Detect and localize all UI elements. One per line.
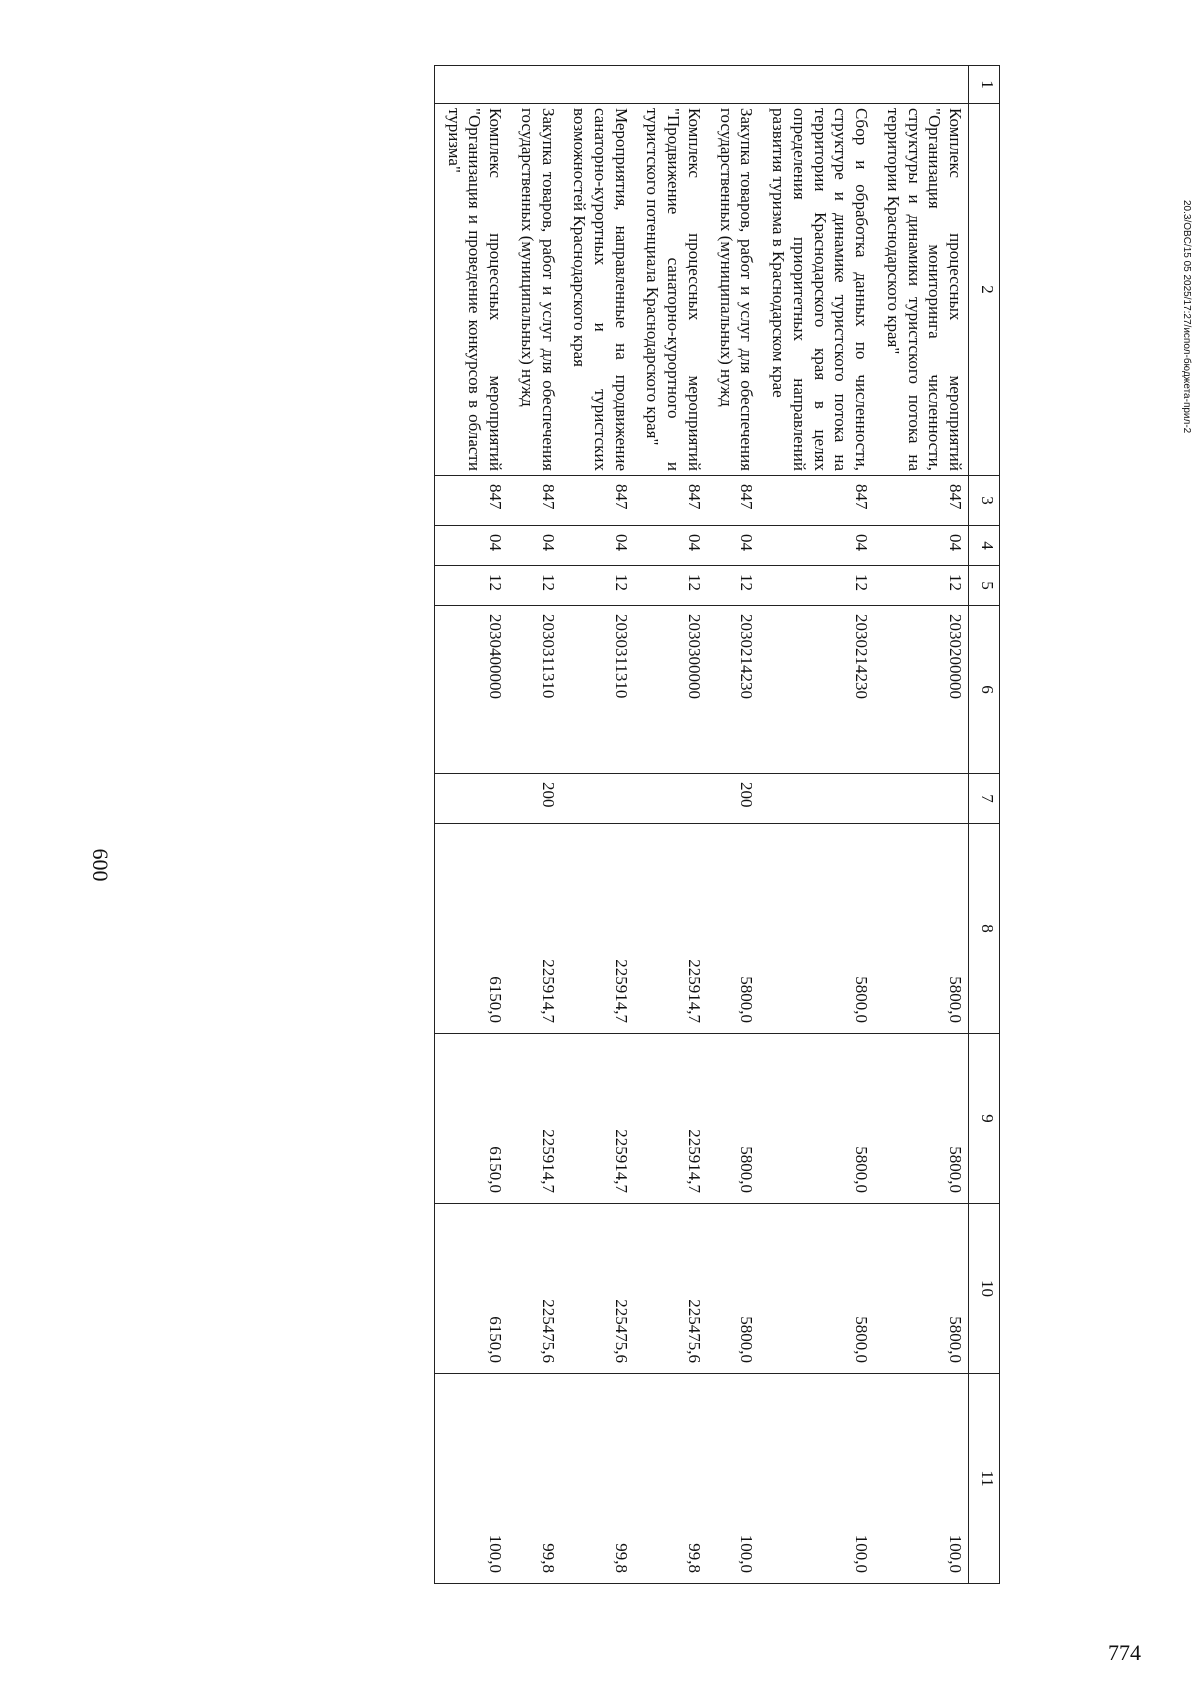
cell-expense-type — [561, 774, 634, 824]
cell-expense-type — [759, 774, 874, 824]
cell-target-article: 2030311310 — [561, 606, 634, 774]
column-header: 7 — [969, 774, 1000, 824]
cell-target-article: 2030400000 — [434, 606, 508, 774]
cell-col9: 225914,7 — [561, 1034, 634, 1204]
column-header: 1 — [969, 66, 1000, 104]
sheet-number: 774 — [1108, 1640, 1141, 1665]
cell-target-article: 2030214230 — [759, 606, 874, 774]
cell-col9: 6150,0 — [434, 1034, 508, 1204]
cell-description: Сбор и обработка данных по численности, структуре и динамике туристского потока на территории Краснодарского края в целях определения приоритетных направлений развития туризма в Краснодарском крае — [759, 104, 874, 476]
table-row — [508, 66, 560, 1584]
column-header: 3 — [969, 476, 1000, 526]
table-row — [434, 66, 508, 1584]
column-header: 9 — [969, 1034, 1000, 1204]
cell-section: 04 — [561, 526, 634, 566]
cell-section: 04 — [434, 526, 508, 566]
cell-expense-type: 200 — [508, 774, 560, 824]
header-row — [969, 66, 1000, 1584]
cell-description: Закупка товаров, работ и услуг для обеспечения государственных (муниципальных) нужд — [508, 104, 560, 476]
cell-section: 04 — [759, 526, 874, 566]
cell-expense-type — [434, 774, 508, 824]
cell-ministry-code: 847 — [874, 476, 968, 526]
cell-col10: 5800,0 — [759, 1204, 874, 1374]
rotated-table-container — [170, 65, 1000, 1583]
table-row — [874, 66, 968, 1584]
cell-col11: 100,0 — [759, 1374, 874, 1584]
column-header: 5 — [969, 566, 1000, 606]
cell-col9: 5800,0 — [707, 1034, 759, 1204]
cell-col1 — [707, 66, 759, 104]
cell-col10: 6150,0 — [434, 1204, 508, 1374]
cell-ministry-code: 847 — [634, 476, 707, 526]
table-row — [634, 66, 707, 1584]
cell-section: 04 — [634, 526, 707, 566]
cell-subsection: 12 — [707, 566, 759, 606]
cell-description: Закупка товаров, работ и услуг для обеспечения государственных (муниципальных) нужд — [707, 104, 759, 476]
table-row — [759, 66, 874, 1584]
cell-col8: 5800,0 — [707, 824, 759, 1034]
cell-col10: 225475,6 — [508, 1204, 560, 1374]
cell-subsection: 12 — [759, 566, 874, 606]
cell-col11: 100,0 — [874, 1374, 968, 1584]
cell-col9: 225914,7 — [508, 1034, 560, 1204]
cell-section: 04 — [874, 526, 968, 566]
column-header: 8 — [969, 824, 1000, 1034]
cell-description: Комплекс процессных мероприятий "Организация и проведение конкурсов в области туризма" — [434, 104, 508, 476]
cell-col1 — [434, 66, 508, 104]
cell-col1 — [634, 66, 707, 104]
cell-col9: 5800,0 — [759, 1034, 874, 1204]
cell-col8: 225914,7 — [508, 824, 560, 1034]
footer-code: 20.3/OBC/15 05 2025/17:27/испол-бюджета-прил-2 — [1181, 200, 1192, 434]
cell-col8: 6150,0 — [434, 824, 508, 1034]
column-header: 2 — [969, 104, 1000, 476]
cell-col8: 5800,0 — [759, 824, 874, 1034]
cell-col1 — [874, 66, 968, 104]
cell-col1 — [759, 66, 874, 104]
page-number: 600 — [88, 848, 113, 882]
cell-expense-type — [874, 774, 968, 824]
cell-section: 04 — [707, 526, 759, 566]
cell-col9: 5800,0 — [874, 1034, 968, 1204]
cell-description: Комплекс процессных мероприятий "Организация мониторинга численности, структуры и динамики туристского потока на территории Краснодарского края" — [874, 104, 968, 476]
column-header: 6 — [969, 606, 1000, 774]
cell-expense-type: 200 — [707, 774, 759, 824]
cell-subsection: 12 — [508, 566, 560, 606]
cell-col11: 99,8 — [561, 1374, 634, 1584]
cell-ministry-code: 847 — [707, 476, 759, 526]
cell-col10: 5800,0 — [874, 1204, 968, 1374]
cell-target-article: 2030214230 — [707, 606, 759, 774]
cell-section: 04 — [508, 526, 560, 566]
cell-col11: 100,0 — [707, 1374, 759, 1584]
cell-target-article: 2030300000 — [634, 606, 707, 774]
cell-col11: 100,0 — [434, 1374, 508, 1584]
column-header: 4 — [969, 526, 1000, 566]
table-row — [561, 66, 634, 1584]
cell-target-article: 2030311310 — [508, 606, 560, 774]
cell-col1 — [508, 66, 560, 104]
cell-col11: 99,8 — [508, 1374, 560, 1584]
cell-ministry-code: 847 — [759, 476, 874, 526]
cell-ministry-code: 847 — [434, 476, 508, 526]
cell-subsection: 12 — [561, 566, 634, 606]
cell-col8: 5800,0 — [874, 824, 968, 1034]
cell-col8: 225914,7 — [634, 824, 707, 1034]
column-header: 10 — [969, 1204, 1000, 1374]
cell-col11: 99,8 — [634, 1374, 707, 1584]
cell-col10: 225475,6 — [561, 1204, 634, 1374]
cell-col8: 225914,7 — [561, 824, 634, 1034]
cell-description: Комплекс процессных мероприятий "Продвижение санаторно-курортного и туристского потенциала Краснодарского края" — [634, 104, 707, 476]
budget-table — [434, 65, 1000, 1584]
cell-col9: 225914,7 — [634, 1034, 707, 1204]
column-header: 11 — [969, 1374, 1000, 1584]
cell-target-article: 2030200000 — [874, 606, 968, 774]
cell-subsection: 12 — [434, 566, 508, 606]
cell-col10: 5800,0 — [707, 1204, 759, 1374]
cell-subsection: 12 — [634, 566, 707, 606]
cell-expense-type — [634, 774, 707, 824]
cell-subsection: 12 — [874, 566, 968, 606]
cell-col10: 225475,6 — [634, 1204, 707, 1374]
cell-ministry-code: 847 — [561, 476, 634, 526]
cell-ministry-code: 847 — [508, 476, 560, 526]
cell-col1 — [561, 66, 634, 104]
cell-description: Мероприятия, направленные на продвижение санаторно-курортных и туристских возможностей Краснодарского края — [561, 104, 634, 476]
table-row — [707, 66, 759, 1584]
